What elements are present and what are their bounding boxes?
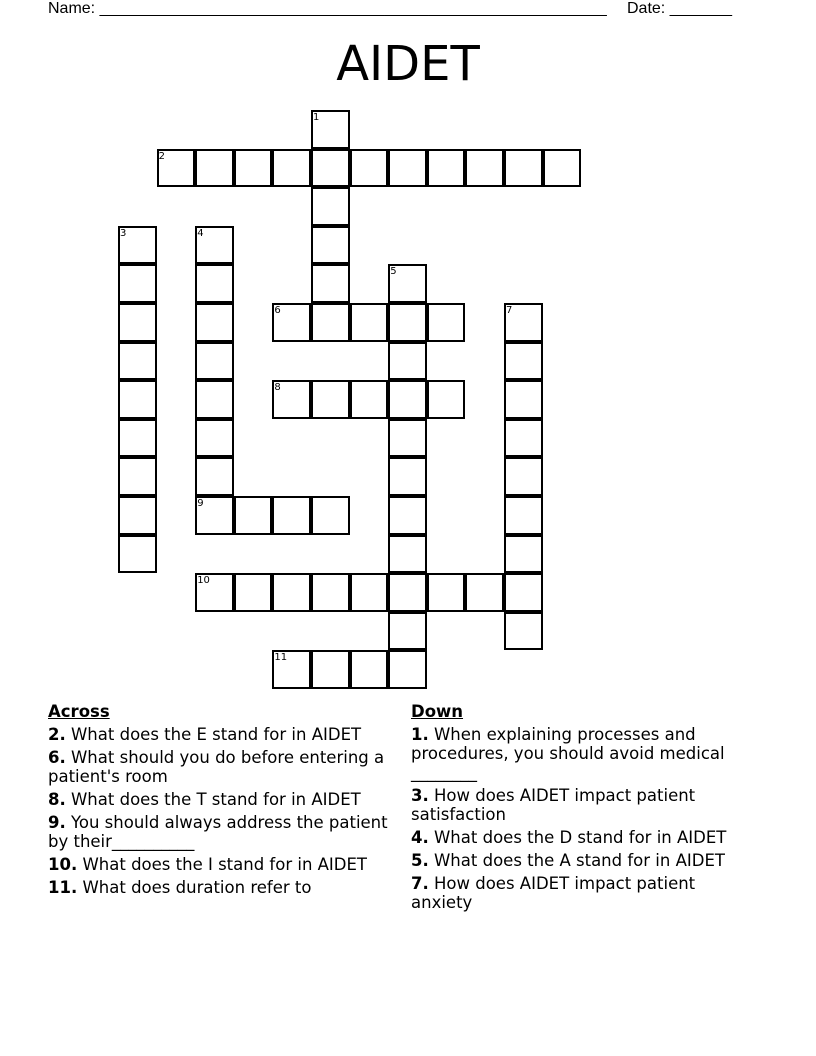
clue-text: What does the E stand for in AIDET [65,725,362,744]
across-heading: Across [48,702,110,721]
grid-cell[interactable] [234,496,273,535]
grid-cell[interactable] [311,573,350,612]
grid-cell[interactable] [311,226,350,265]
grid-cell[interactable] [311,264,350,303]
grid-cell[interactable] [504,457,543,496]
cell-number: 1 [313,112,320,123]
grid-cell[interactable] [427,573,466,612]
grid-cell[interactable] [504,612,543,651]
clue-text: How does AIDET impact patient anxiety [411,874,696,912]
clue-number: 6. [48,748,66,767]
grid-cell[interactable] [272,149,311,188]
cell-number: 3 [120,227,127,239]
down-clue [411,725,761,782]
grid-cell[interactable] [234,573,273,612]
clue-text: What should you do before entering a patient's room [48,748,385,786]
grid-cell[interactable] [195,457,234,496]
grid-cell[interactable] [388,650,427,689]
grid-cell[interactable] [118,380,157,419]
clue-number: 9. [48,813,66,832]
grid-cell[interactable] [427,303,466,342]
across-clue [48,725,398,744]
grid-cell[interactable] [195,342,234,381]
grid-cell[interactable] [118,457,157,496]
grid-cell[interactable] [388,573,427,612]
date-field[interactable]: Date: _______ [627,0,732,17]
grid-cell[interactable] [388,303,427,342]
across-clue [48,878,398,897]
grid-cell[interactable] [272,573,311,612]
clue-number: 4. [411,828,429,847]
grid-cell[interactable] [504,419,543,458]
clue-number: 2. [48,725,66,744]
grid-cell[interactable] [504,496,543,535]
clue-text: What does the I stand for in AIDET [77,855,368,874]
grid-cell[interactable] [504,535,543,574]
clue-text: What does duration refer to [77,878,312,897]
grid-cell[interactable] [195,264,234,303]
grid-cell[interactable] [388,535,427,574]
grid-cell[interactable] [195,419,234,458]
page-title: AIDET [336,36,480,92]
down-clue [411,874,761,912]
grid-cell[interactable] [388,612,427,651]
grid-cell[interactable] [350,303,389,342]
clue-text: What does the T stand for in AIDET [65,790,361,809]
cell-number: 9 [197,498,204,509]
grid-cell[interactable] [118,419,157,458]
cell-number: 6 [274,305,281,316]
cell-number: 8 [274,382,281,394]
across-clue [48,813,398,851]
grid-cell[interactable] [118,264,157,303]
grid-cell[interactable] [118,342,157,381]
grid-cell[interactable] [311,149,350,188]
name-field[interactable]: Name: _________________________________________________________ [48,0,607,17]
cell-number: 4 [197,227,204,239]
grid-cell[interactable] [388,149,427,188]
grid-cell[interactable] [311,650,350,689]
clue-text: You should always address the patient by their__________ [48,813,388,851]
grid-cell[interactable] [543,149,582,188]
grid-cell[interactable] [350,380,389,419]
grid-cell[interactable] [118,535,157,574]
down-heading: Down [411,702,464,721]
grid-cell[interactable] [465,573,504,612]
clue-text: When explaining processes and procedures, you should avoid medical ________ [411,725,725,782]
cell-number: 5 [390,266,397,278]
grid-cell[interactable] [388,457,427,496]
across-clues [48,702,398,901]
grid-cell[interactable] [465,149,504,188]
clue-text: What does the D stand for in AIDET [428,828,727,847]
grid-cell[interactable] [504,573,543,612]
grid-cell[interactable] [311,496,350,535]
grid-cell[interactable] [504,342,543,381]
grid-cell[interactable] [195,380,234,419]
grid-cell[interactable] [350,573,389,612]
grid-cell[interactable] [427,380,466,419]
grid-cell[interactable] [350,149,389,188]
clue-number: 11. [48,878,78,897]
grid-cell[interactable] [311,303,350,342]
across-clue [48,790,398,809]
clue-text: How does AIDET impact patient satisfaction [411,786,696,824]
grid-cell[interactable] [388,496,427,535]
grid-cell[interactable] [311,380,350,419]
grid-cell[interactable] [504,380,543,419]
across-clue [48,748,398,786]
grid-cell[interactable] [195,149,234,188]
grid-cell[interactable] [311,187,350,226]
grid-cell[interactable] [388,380,427,419]
down-clues [411,702,761,916]
cell-number: 10 [197,575,210,587]
cell-number: 2 [158,150,165,162]
clue-number: 5. [411,851,429,870]
down-clue [411,851,761,870]
grid-cell[interactable] [388,419,427,458]
down-clue [411,828,761,847]
grid-cell[interactable] [272,496,311,535]
clue-number: 10. [48,855,78,874]
grid-cell[interactable] [195,303,234,342]
grid-cell[interactable] [504,149,543,188]
clue-number: 3. [411,786,429,805]
grid-cell[interactable] [388,342,427,381]
down-clue [411,786,761,824]
clue-number: 8. [48,790,66,809]
across-clue [48,855,398,874]
clue-number: 7. [411,874,429,893]
grid-cell[interactable] [350,650,389,689]
grid-cell[interactable] [118,496,157,535]
clue-number: 1. [411,725,429,744]
grid-cell[interactable] [427,149,466,188]
grid-cell[interactable] [234,149,273,188]
cell-number: 7 [506,305,513,316]
grid-cell[interactable] [118,303,157,342]
clue-text: What does the A stand for in AIDET [428,851,725,870]
cell-number: 11 [274,652,288,664]
